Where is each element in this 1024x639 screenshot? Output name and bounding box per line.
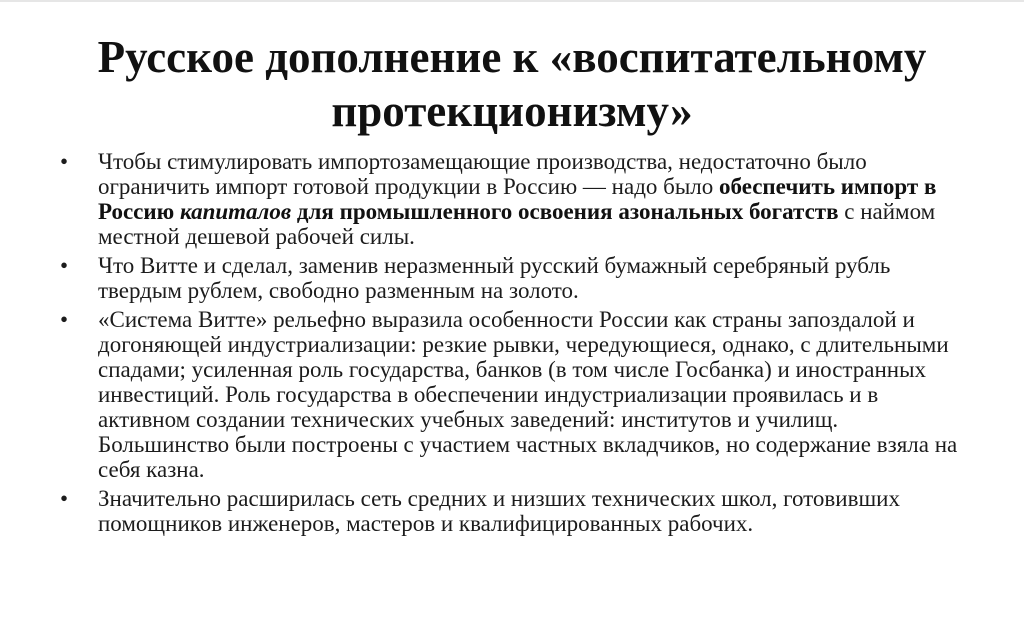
top-divider — [0, 0, 1024, 2]
bullet-text-plain: Чтобы стимулировать импортозамещающие производства, недостаточно было ограничить импорт готовой продукции в Россию — надо было — [98, 149, 867, 199]
bullet-item-4 — [60, 486, 960, 536]
bullet-list — [60, 149, 960, 540]
bullet-text-bold: обеспечить импорт в Россию — [98, 174, 937, 224]
bullet-text-bold-italic: капиталов — [179, 199, 292, 224]
bullet-text: Значительно расширилась сеть средних и низших технических школ, готовивших помощников инженеров, мастеров и квалифицированных рабочих. — [98, 486, 900, 536]
bullet-item-1 — [60, 149, 960, 249]
bullet-text-plain: с наймом местной дешевой рабочей силы. — [98, 199, 936, 249]
slide-title: Русское дополнение к «воспитательному протекционизму» — [97, 32, 927, 136]
bullet-marker: • — [60, 253, 69, 278]
bullet-text: Что Витте и сделал, заменив неразменный русский бумажный серебряный рубль твердым рублем, свободно разменным на золото. — [98, 253, 891, 303]
bullet-text-bold: для промышленного освоения азональных богатств — [291, 199, 839, 224]
bullet-text: «Система Витте» рельефно выразила особенности России как страны запоздалой и догоняющей индустриализации: резкие рывки, чередующиеся, однако, с длительными спадами; усиленная роль государства, банков (в том числе Госбанка) и иностранных инвестиций. Роль государства в обеспечении индустриализации проявилась и в активном создании технических учебных заведений: институтов и училищ. Большинство были построены с участием частных вкладчиков, но содержание взяла на себя казна. — [98, 307, 958, 482]
bullet-marker: • — [60, 149, 69, 174]
bullet-item-3 — [60, 307, 960, 482]
bullet-marker: • — [60, 486, 69, 511]
bullet-item-2 — [60, 253, 960, 303]
bullet-marker: • — [60, 307, 69, 332]
